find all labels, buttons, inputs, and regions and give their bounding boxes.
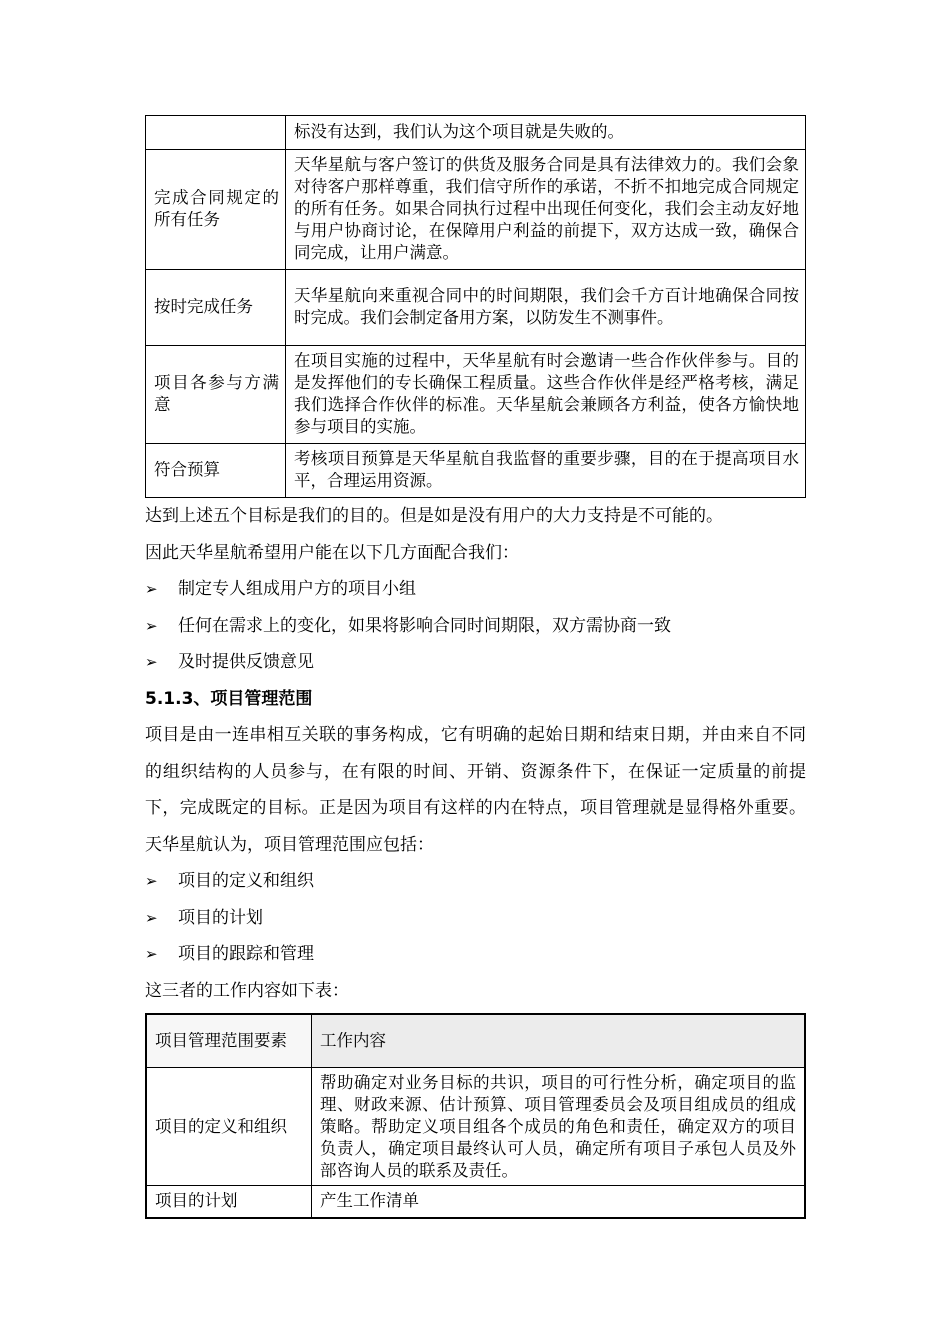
bullet-item xyxy=(145,644,806,681)
table-row xyxy=(146,150,806,270)
description-cell: 天华星航与客户签订的供货及服务合同是具有法律效力的。我们会象对待客户那样尊重，我们信守所作的承诺，不折不扣地完成合同规定的所有任务。如果合同执行过程中出现任何变化，我们会主动友好地与用户协商讨论，在保障用户利益的前提下，双方达成一致，确保合同完成，让用户满意。 xyxy=(286,150,806,270)
arrow-bullet-icon: ➢ xyxy=(145,580,158,598)
goals-table xyxy=(145,115,806,498)
paragraph-cooperation-intro: 因此天华星航希望用户能在以下几方面配合我们： xyxy=(145,542,519,563)
bullet-text: 及时提供反馈意见 xyxy=(178,652,314,672)
arrow-bullet-icon: ➢ xyxy=(145,872,158,890)
document-page xyxy=(145,115,806,1219)
section-heading: 5.1.3、项目管理范围 xyxy=(145,688,313,709)
description-cell: 天华星航向来重视合同中的时间期限，我们会千方百计地确保合同按时完成。我们会制定备用方案，以防发生不测事件。 xyxy=(286,270,806,346)
bullet-text: 项目的跟踪和管理 xyxy=(178,944,314,964)
table-row xyxy=(146,444,806,498)
table-row xyxy=(146,1068,805,1186)
bullet-text: 项目的计划 xyxy=(178,907,263,928)
scope-table xyxy=(145,1013,806,1219)
goal-cell: 项目各参与方满意 xyxy=(146,346,286,444)
element-cell: 项目的定义和组织 xyxy=(146,1068,312,1186)
description-cell: 标没有达到，我们认为这个项目就是失败的。 xyxy=(286,116,806,150)
arrow-bullet-icon: ➢ xyxy=(145,616,158,635)
content-cell: 帮助确定对业务目标的共识，项目的可行性分析，确定项目的监理、财政来源、估计预算、项目管理委员会及项目组成员的组成策略。帮助定义项目组各个成员的角色和责任，确定双方的项目负责人，确定项目最终认可人员，确定所有项目子承包人员及外部咨询人员的联系及责任。 xyxy=(312,1068,806,1186)
description-cell: 在项目实施的过程中，天华星航有时会邀请一些合作伙伴参与。目的是发挥他们的专长确保工程质量。这些合作伙伴是经严格考核，满足我们选择合作伙伴的标准。天华星航会兼顾各方利益，使各方愉快地参与项目的实施。 xyxy=(286,346,806,444)
bullet-item xyxy=(145,900,806,937)
paragraph-table-intro: 这三者的工作内容如下表： xyxy=(145,980,349,1001)
table-row xyxy=(146,1186,805,1218)
table-row xyxy=(146,270,806,346)
element-cell: 项目的计划 xyxy=(146,1186,312,1218)
content-cell: 产生工作清单 xyxy=(312,1186,806,1218)
table-header-row xyxy=(146,1014,805,1068)
goal-cell: 完成合同规定的所有任务 xyxy=(146,150,286,270)
table-row xyxy=(146,346,806,444)
goal-cell xyxy=(146,116,286,150)
bullet-text: 制定专人组成用户方的项目小组 xyxy=(178,579,416,599)
arrow-bullet-icon: ➢ xyxy=(145,945,158,963)
goal-cell: 符合预算 xyxy=(146,444,286,498)
column-header-content: 工作内容 xyxy=(312,1014,806,1068)
table-row xyxy=(146,116,806,150)
bullet-text: 项目的定义和组织 xyxy=(178,871,314,891)
paragraph-project-definition: 项目是由一连串相互关联的事务构成，它有明确的起始日期和结束日期，并由来自不同的组织结构的人员参与，在有限的时间、开销、资源条件下，在保证一定质量的前提下，完成既定的目标。正是因为项目有这样的内在特点，项目管理就是显得格外重要。天华星航认为，项目管理范围应包括： xyxy=(145,725,806,855)
bullet-item xyxy=(145,863,806,900)
bullet-item xyxy=(145,571,806,608)
bullet-text: 任何在需求上的变化，如果将影响合同时间期限，双方需协商一致 xyxy=(178,615,671,636)
arrow-bullet-icon: ➢ xyxy=(145,908,158,927)
column-header-element: 项目管理范围要素 xyxy=(146,1014,312,1068)
paragraph-goals-summary: 达到上述五个目标是我们的目的。但是如是没有用户的大力支持是不可能的。 xyxy=(145,506,723,526)
arrow-bullet-icon: ➢ xyxy=(145,653,158,671)
bullet-item xyxy=(145,608,806,645)
bullet-item xyxy=(145,936,806,973)
description-cell: 考核项目预算是天华星航自我监督的重要步骤，目的在于提高项目水平，合理运用资源。 xyxy=(286,444,806,498)
goal-cell: 按时完成任务 xyxy=(146,270,286,346)
